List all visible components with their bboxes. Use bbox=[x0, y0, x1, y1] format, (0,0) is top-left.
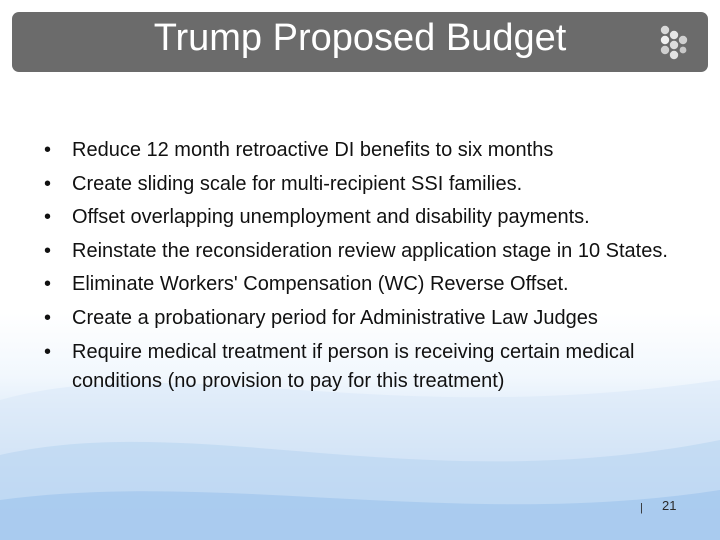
bullet-dot: • bbox=[44, 206, 52, 229]
bullet-item bbox=[44, 136, 704, 165]
bullet-item bbox=[44, 338, 704, 396]
bullet-text: Offset overlapping unemployment and disability payments. bbox=[72, 206, 590, 229]
bullet-dot: • bbox=[44, 239, 52, 262]
footer-separator: | bbox=[640, 502, 643, 514]
bullet-dot: • bbox=[44, 273, 52, 296]
hexagon-cluster-logo-icon bbox=[656, 24, 692, 64]
bullet-text: Create a probationary period for Administrative Law Judges bbox=[72, 306, 598, 329]
bullet-dot: • bbox=[44, 306, 52, 329]
slide-title-text: Trump Proposed Budget bbox=[153, 17, 567, 59]
slide-title bbox=[0, 0, 720, 72]
bullet-text: Require medical treatment if person is receiving certain medical conditions (no provision to pay for this treatment) bbox=[72, 340, 635, 392]
bullet-item bbox=[44, 170, 704, 199]
bullet-text: Reduce 12 month retroactive DI benefits to six months bbox=[72, 139, 554, 161]
bullet-list bbox=[44, 136, 704, 400]
bullet-item bbox=[44, 203, 704, 232]
bullet-item bbox=[44, 270, 704, 299]
bullet-dot: • bbox=[44, 340, 52, 363]
bullet-dot: • bbox=[44, 172, 52, 195]
bullet-item bbox=[44, 237, 704, 266]
bullet-text: Reinstate the reconsideration review application stage in 10 States. bbox=[72, 239, 668, 262]
page-number: 21 bbox=[662, 498, 677, 513]
bullet-dot: • bbox=[44, 139, 52, 161]
bullet-text: Eliminate Workers' Compensation (WC) Reverse Offset. bbox=[72, 273, 569, 296]
bullet-item bbox=[44, 304, 704, 333]
bullet-text: Create sliding scale for multi-recipient SSI families. bbox=[72, 172, 523, 195]
